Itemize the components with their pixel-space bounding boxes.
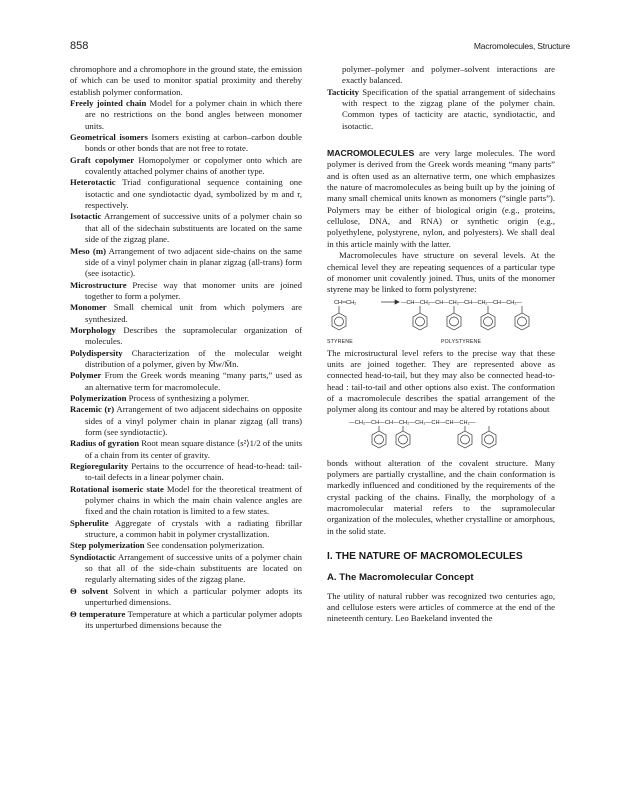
glossary-entry: Racemic (r) Arrangement of two adjacent sidechains on opposite sides of a vinyl polymer chain in planar zigzag (all trans) form (see syndiotactic). bbox=[70, 404, 302, 437]
section-heading: I. THE NATURE OF MACROMOLECULES bbox=[327, 551, 523, 562]
glossary-column bbox=[70, 64, 302, 631]
glossary-continuation: polymer–polymer and polymer–solvent interactions are exactly balanced. bbox=[342, 64, 555, 86]
page-number: 858 bbox=[70, 40, 89, 52]
styrene-formula: CH═CH₂ bbox=[334, 299, 357, 306]
polystyrene-label: POLYSTYRENE bbox=[441, 338, 482, 345]
styrene-polymerization-figure bbox=[327, 296, 555, 348]
styrene-label: STYRENE bbox=[327, 338, 353, 345]
glossary-entry: Spherulite Aggregate of crystals with a radiating fibrillar structure, a common habit in polymer crystallization. bbox=[70, 517, 302, 540]
article-column bbox=[327, 64, 555, 625]
intro-paragraph: MACROMOLECULES are very large molecules. The word polymer is derived from the Greek words meaning “many parts” and is often used as an alternative term, one which emphasizes the nature of macromolecules as being built up by the joining of many small chemical units known as monomers (“single parts”). Polymers may be either of biological origin (e.g., proteins, cellulose, DNA, and RNA) or synthetic origin (e.g., polyethylene, polystyrene, nylon, and polyesters). We shall deal in this article mainly with the latter. bbox=[327, 148, 555, 249]
glossary-entry: Radius of gyration Root mean square distance ⟨s²⟩1/2 of the units of a chain from its center of gravity. bbox=[70, 438, 302, 460]
glossary-entry: Regioregularity Pertains to the occurrence of head-to-head: tail-to-tail defects in a linear polymer chain. bbox=[70, 461, 302, 483]
glossary-continuation: chromophore and a chromophore in the ground state, the emission of which can be used to monitor spatial proximity and thereby establish polymer conformation. bbox=[70, 64, 302, 97]
glossary-entry: Polydispersity Characterization of the molecular weight distribution of a polymer, given by M̄w/M̄n. bbox=[70, 347, 302, 369]
glossary-entry: Polymer From the Greek words meaning “many parts,” used as an alternative term for macromolecule. bbox=[70, 370, 303, 392]
subsection-heading: A. The Macromolecular Concept bbox=[327, 572, 474, 584]
glossary-entry: Freely jointed chain Model for a polymer chain in which there are no restrictions on the bond angles between monomer units. bbox=[70, 98, 302, 131]
glossary-entry: Step polymerization See condensation polymerization. bbox=[70, 540, 265, 551]
glossary-entry: Geometrical isomers Isomers existing at carbon–carbon double bonds or other bonds that are not free to rotate. bbox=[70, 132, 303, 154]
glossary-entry: Microstructure Precise way that monomer units are joined together to form a polymer. bbox=[70, 279, 302, 301]
glossary-entry: Morphology Describes the supramolecular organization of molecules. bbox=[70, 324, 303, 347]
glossary-entry: Θ temperature Temperature at which a particular polymer adopts its unperturbed dimensions because the bbox=[70, 608, 302, 630]
paragraph: Macromolecules have structure on several levels. At the chemical level they are repeating sequences of a particular type of monomer unit covalently joined. Thus, units of the monomer styrene may be linked to form polystyrene: bbox=[327, 250, 555, 295]
conformation-chain-formula: —CH₂—CH—CH—CH₂—CH₂—CH—CH—CH₂— bbox=[349, 419, 476, 426]
glossary-entry: Graft copolymer Homopolymer or copolymer onto which are covalently attached polymer chains of another type. bbox=[70, 154, 303, 177]
paragraph: The utility of natural rubber was recognized two centuries ago, and cellulose esters were articles of commerce at the end of the nineteenth century. Leo Baekeland invented the bbox=[327, 590, 555, 624]
polystyrene-formula: —CH—CH₂—CH—CH₂—CH—CH₂—CH—CH₂— bbox=[401, 299, 522, 306]
glossary-entry: Monomer Small chemical unit from which polymers are synthesized. bbox=[70, 302, 303, 324]
glossary-entry: Polymerization Process of synthesizing a polymer. bbox=[70, 392, 250, 403]
paragraph: bonds without alteration of the covalent structure. Many polymers are partially crystalline, and the chain conformation is markedly influenced and conditioned by the requirements of the crystal packing of the chains. Finally, the morphology of a macromolecular material refers to the supramolecular organization of the molecules, whether crystalline or amorphous, in the solid state. bbox=[327, 457, 555, 536]
glossary-entry: Θ solvent Solvent in which a particular polymer adopts its unperturbed dimensions. bbox=[70, 585, 303, 608]
glossary-entry-tacticity: Tacticity Specification of the spatial arrangement of sidechains with respect to the zigzag plane of the polymer chain. Common types of tacticity are atactic, syndiotactic, and isotactic. bbox=[327, 86, 556, 131]
glossary-entry: Rotational isomeric state Model for the theoretical treatment of polymer chains in which the main chain valence angles are fixed and the chain rotation is limited to a few states. bbox=[70, 483, 303, 517]
running-title: Macromolecules, Structure bbox=[473, 41, 570, 51]
paragraph: The microstructural level refers to the precise way that these units are joined together. They are represented above as connected head-to-tail, but they may also be connected head-to-head : tail-to-tail and other options also exist. The conformation of a macromolecule describes the spatial arrangement of the polymer along its contour and may be altered by rotations about bbox=[327, 347, 555, 415]
glossary-entry: Heterotactic Triad configurational sequence containing one isotactic and one syndiotactic dyad, symbolized by m and r, respectively. bbox=[70, 177, 303, 211]
polymer-conformation-figure bbox=[327, 416, 555, 458]
glossary-entry: Meso (m) Arrangement of two adjacent side-chains on the same side of a vinyl polymer chain in planar zigzag (all-trans) form (see isotactic). bbox=[70, 245, 302, 279]
glossary-entry: Isotactic Arrangement of successive units of a polymer chain so that all of the sidechain substituents are located on the same side of the zigzag plane. bbox=[70, 211, 302, 245]
glossary-entry: Syndiotactic Arrangement of successive units of a polymer chain so that all of the side-chain substituents are located on regularly alternating sides of the zigzag plane. bbox=[70, 551, 302, 585]
